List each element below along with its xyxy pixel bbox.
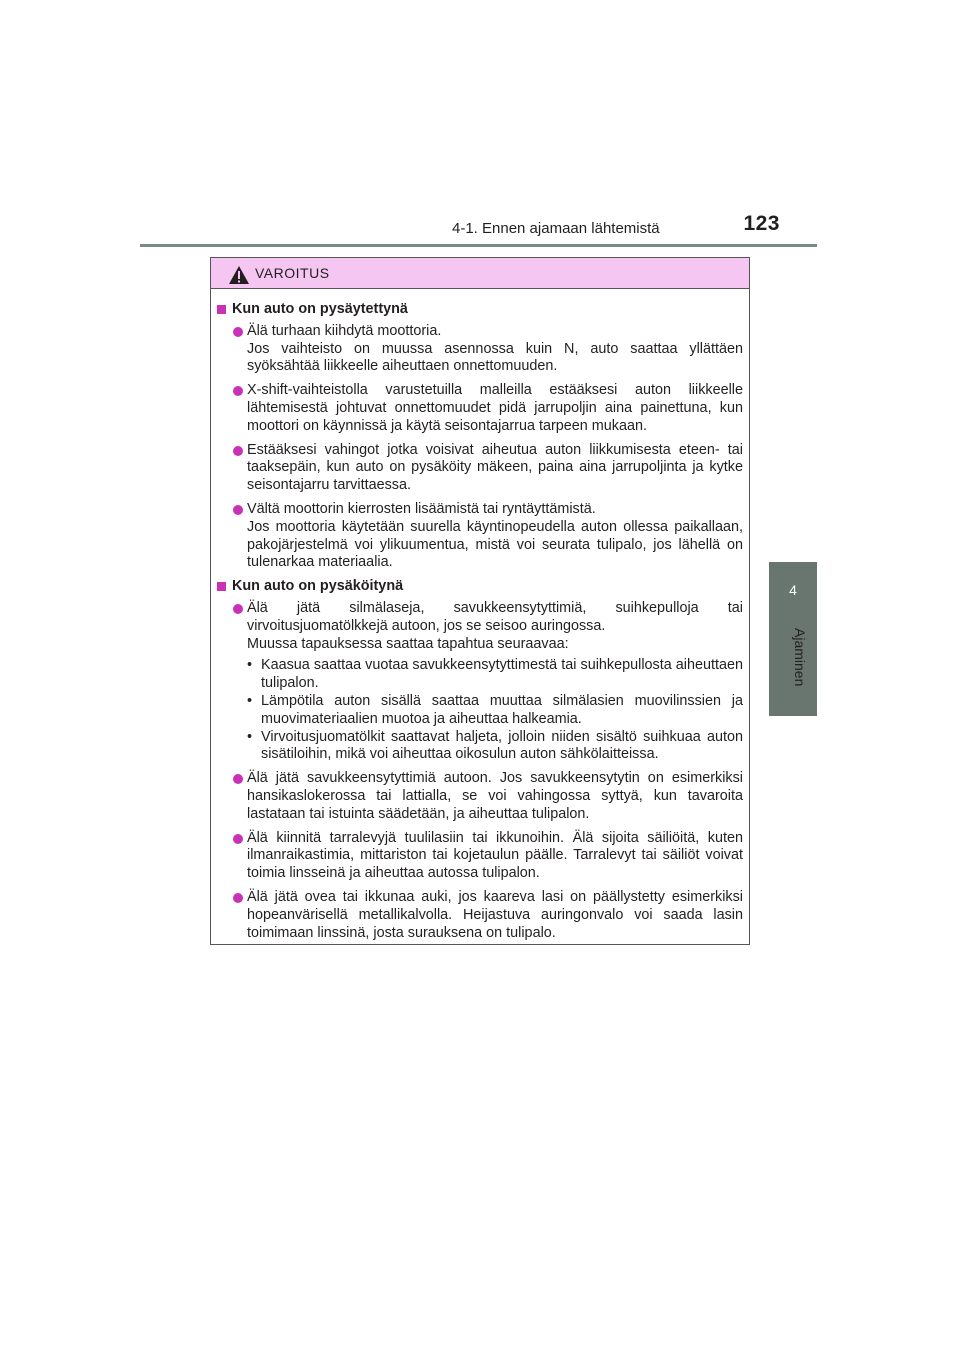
round-bullet-icon xyxy=(233,893,243,903)
sub-list-item xyxy=(247,729,743,765)
square-bullet-icon xyxy=(217,582,226,591)
warning-bullet xyxy=(217,382,743,435)
header-divider xyxy=(140,244,817,247)
warning-bullet xyxy=(217,770,743,823)
warning-header xyxy=(211,258,749,289)
bullet-text: X-shift-vaihteistolla varustetuilla malleilla estääksesi auton liikkeelle lähtemisestä johtuvat onnettomuudet pidä jarrupoljin aina painettuna, kun moottori on käynnissä ja käytä seisontajarrua tarpeen mukaan. xyxy=(247,382,743,434)
square-bullet-icon xyxy=(217,305,226,314)
bullet-text: Älä turhaan kiihdytä moottoria. xyxy=(247,322,442,339)
sub-list-text: Lämpötila auton sisällä saattaa muuttaa silmälasien muovilinssien ja muovimateriaalien muotoa ja aiheuttaa halkeamia. xyxy=(261,692,743,727)
bullet-text: Älä kiinnitä tarralevyjä tuulilasiin tai ikkunoihin. Älä sijoita säiliöitä, kuten ilmanraikastimia, mittariston tai kojetaulun päälle. Tarralevyt tai säiliöt voivat toimia linsseinä ja aiheuttaa autossa tulipalon. xyxy=(247,829,743,882)
bullet-text: Älä jätä savukkeensytyttimiä autoon. Jos savukkeensytytin on esimerkiksi hansikaslokerossa tai lattialla, se voi vahingossa syttyä, kun tavaroita lastataan tai istuinta säädetään, ja aiheuttaa tulipalon. xyxy=(247,770,743,822)
round-bullet-icon xyxy=(233,327,243,337)
sub-list xyxy=(247,657,743,764)
warning-box xyxy=(210,257,750,945)
round-bullet-icon xyxy=(233,604,243,614)
round-bullet-icon xyxy=(233,386,243,396)
dot-bullet-icon: • xyxy=(247,657,253,674)
section-heading-text: Kun auto on pysäköitynä xyxy=(232,578,404,595)
chapter-label: Ajaminen xyxy=(792,628,808,687)
warning-bullet xyxy=(217,323,743,376)
sub-list-text: Kaasua saattaa vuotaa savukkeensytyttimestä tai suihkepullosta aiheuttaen tulipalon. xyxy=(261,657,743,692)
warning-bullet xyxy=(217,600,743,764)
section-heading-text: Kun auto on pysäytettynä xyxy=(232,301,408,317)
page-number: 123 xyxy=(743,212,780,235)
sub-list-text: Virvoitusjuomatölkit saattavat haljeta, jolloin niiden sisältö suihkuaa auton sisätiloihin, mikä voi aiheuttaa oikosulun auton sähkölaitteissa. xyxy=(261,728,743,763)
warning-bullet xyxy=(217,889,743,942)
bullet-text: Vältä moottorin kierrosten lisäämistä tai ryntäyttämistä. xyxy=(247,500,596,517)
warning-bullet xyxy=(217,501,743,572)
dot-bullet-icon: • xyxy=(247,728,253,745)
section-heading xyxy=(217,578,743,596)
round-bullet-icon xyxy=(233,505,243,515)
warning-title: VAROITUS xyxy=(255,265,330,281)
warning-body xyxy=(211,289,749,942)
warning-bullet xyxy=(217,830,743,883)
sub-list-item xyxy=(247,693,743,729)
warning-bullet xyxy=(217,442,743,495)
round-bullet-icon xyxy=(233,446,243,456)
sub-list-item xyxy=(247,657,743,693)
bullet-text: Jos moottoria käytetään suurella käyntinopeudella auton ollessa paikallaan, pakojärjestelmä voi ylikuumentua, mistä voi seurata tulipalo, jos lähellä on tulenarkaa materiaalia. xyxy=(247,518,743,571)
section-heading xyxy=(217,301,743,319)
bullet-text: Älä jätä silmälaseja, savukkeensytyttimiä, suihkepulloja tai virvoitusjuomatölkkejä autoon, jos se seisoo auringossa. xyxy=(247,599,743,634)
bullet-text: Jos vaihteisto on muussa asennossa kuin N, auto saattaa yllättäen syöksähtää liikkeelle aiheuttaen onnettomuuden. xyxy=(247,340,743,375)
bullet-text: Älä jätä ovea tai ikkunaa auki, jos kaareva lasi on päällystetty esimerkiksi hopeanvärisellä metallikalvolla. Heijastuva auringonvalo voi saada lasin toimimaan linssinä, josta surauksena on tulipalo. xyxy=(247,888,743,941)
chapter-number: 4 xyxy=(789,582,797,598)
bullet-text: Estääksesi vahingot jotka voisivat aiheutua auton liikkumisesta eteen- tai taaksepäin, kun auto on pysäköity mäkeen, paina aina jarrupoljinta ja kytke seisontajarru tarvittaessa. xyxy=(247,441,743,494)
section-title: 4-1. Ennen ajamaan lähtemistä xyxy=(452,220,660,237)
bullet-text: Muussa tapauksessa saattaa tapahtua seuraavaa: xyxy=(247,635,569,652)
round-bullet-icon xyxy=(233,834,243,844)
warning-triangle-icon xyxy=(228,265,250,285)
dot-bullet-icon: • xyxy=(247,692,253,709)
round-bullet-icon xyxy=(233,774,243,784)
